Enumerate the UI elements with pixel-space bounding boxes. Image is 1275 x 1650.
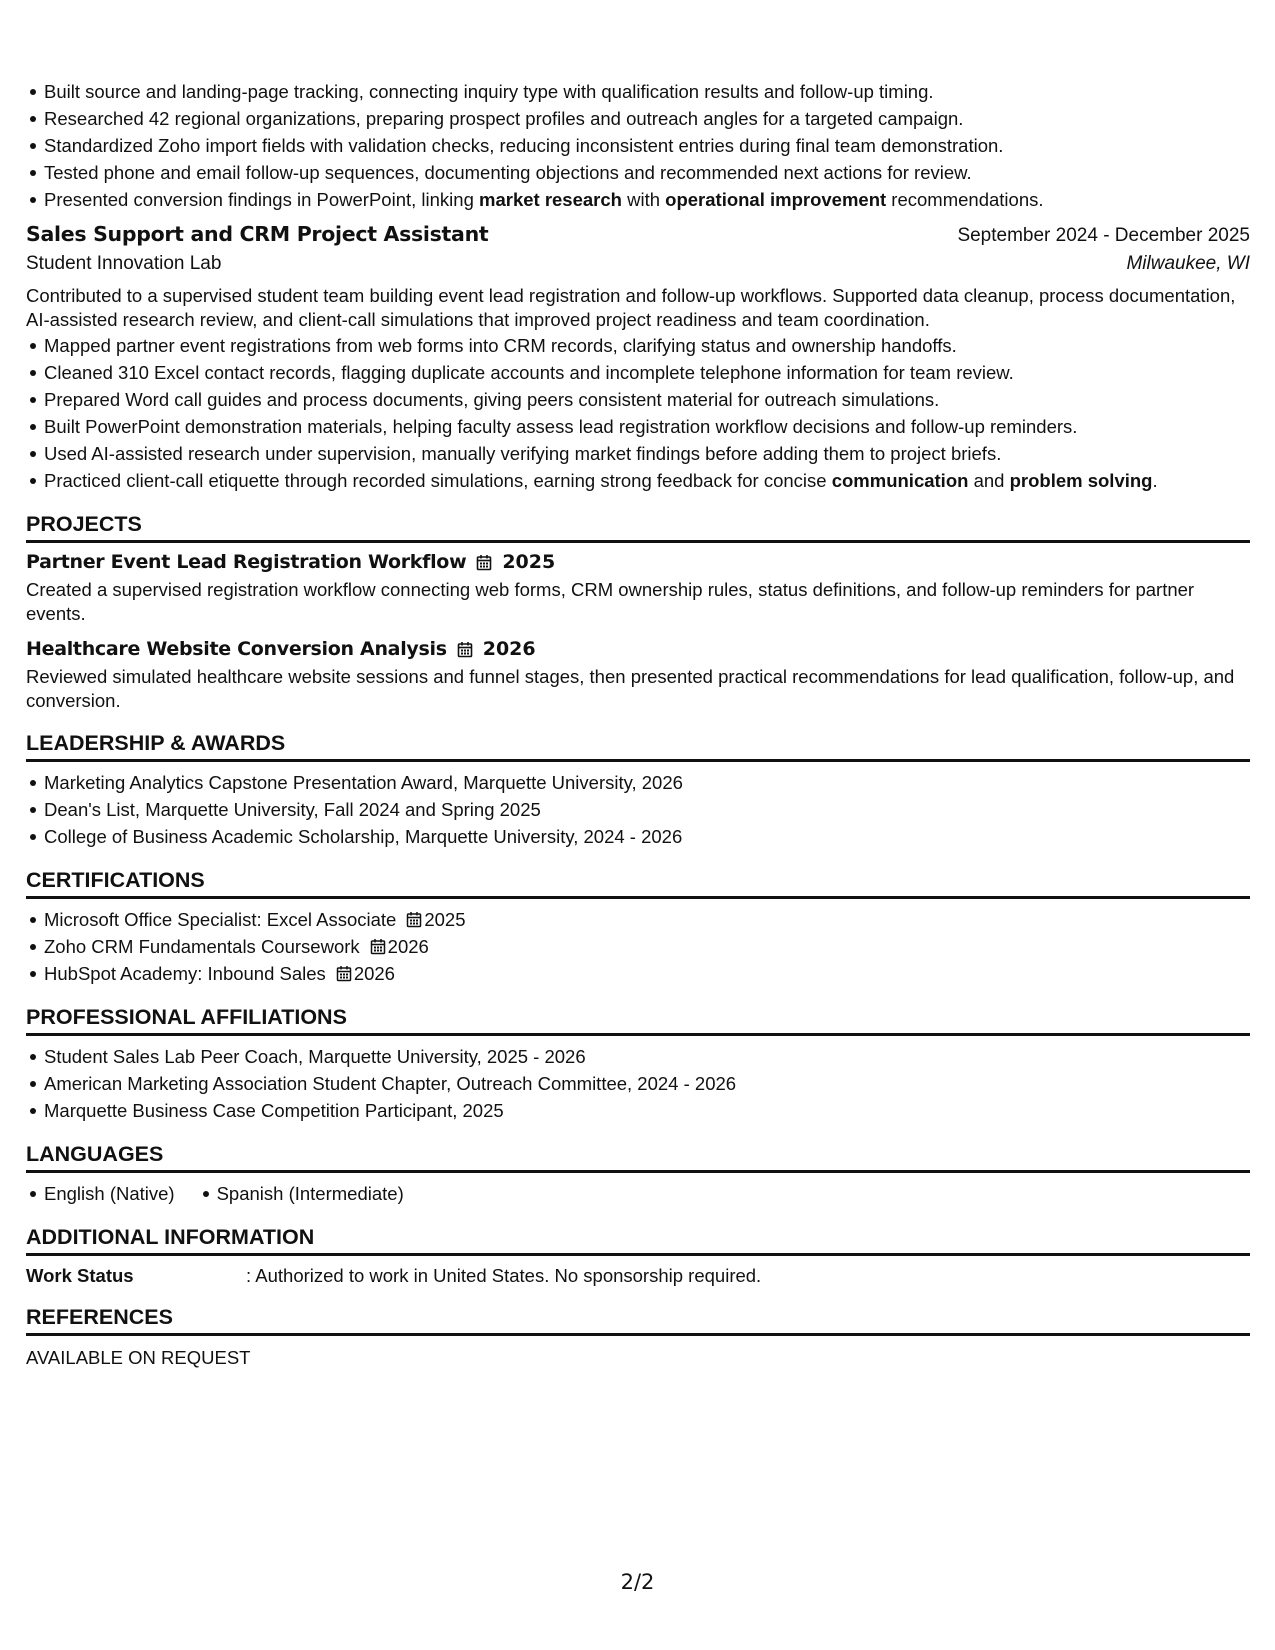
project-year: 2026 (482, 638, 536, 660)
list-item: Prepared Word call guides and process documents, giving peers consistent material for outreach simulations. (26, 386, 1250, 413)
list-item: Spanish (Intermediate) (199, 1180, 404, 1207)
list-item: Built PowerPoint demonstration materials, helping faculty assess lead registration workflow decisions and follow-up reminders. (26, 413, 1250, 440)
certifications-section (26, 868, 1250, 987)
list-item (26, 960, 1250, 987)
references-section (26, 1305, 1250, 1369)
section-title: PROJECTS (26, 512, 1250, 543)
job-description: Contributed to a supervised student team building event lead registration and follow-up workflows. Supported data cleanup, process documentation, AI-assisted research review, and client-call simulations that improved project readiness and team coordination. (26, 285, 1236, 330)
certification-name: HubSpot Academy: Inbound Sales (44, 963, 326, 984)
list-item: Practiced client-call etiquette through recorded simulations, earning strong feedback for concise communication and problem solving. (26, 467, 1250, 494)
section-title: ADDITIONAL INFORMATION (26, 1225, 1250, 1256)
project-description: Created a supervised registration workflow connecting web forms, CRM ownership rules, status definitions, and follow-up reminders for partner events. (26, 579, 1195, 624)
bold-keyword: operational improvement (665, 189, 887, 210)
info-value: : Authorized to work in United States. No sponsorship required. (246, 1265, 762, 1286)
calendar-icon (370, 938, 386, 955)
calendar-icon (336, 965, 352, 982)
awards-section (26, 731, 1250, 850)
bold-keyword: communication (831, 470, 969, 491)
list-item: Dean's List, Marquette University, Fall 2024 and Spring 2025 (26, 796, 1250, 823)
list-item: Mapped partner event registrations from web forms into CRM records, clarifying status and ownership handoffs. (26, 332, 1250, 359)
list-item: College of Business Academic Scholarship, Marquette University, 2024 - 2026 (26, 823, 1250, 850)
section-title: LANGUAGES (26, 1142, 1250, 1173)
list-item: Used AI-assisted research under supervision, manually verifying market findings before adding them to project briefs. (26, 440, 1250, 467)
job-entry (26, 222, 1250, 494)
bold-keyword: problem solving (1009, 470, 1153, 491)
project-entry (26, 551, 1250, 626)
additional-info-section (26, 1225, 1250, 1287)
section-title: PROFESSIONAL AFFILIATIONS (26, 1005, 1250, 1036)
page-number: 2/2 (620, 1570, 655, 1594)
projects-section (26, 512, 1250, 713)
resume-page (26, 78, 1250, 1369)
list-item: Presented conversion findings in PowerPoint, linking market research with operational improvement recommendations. (26, 186, 1250, 213)
list-item: Standardized Zoho import fields with validation checks, reducing inconsistent entries during final team demonstration. (26, 132, 1250, 159)
certification-name: Zoho CRM Fundamentals Coursework (44, 936, 360, 957)
info-label: Work Status (26, 1265, 134, 1286)
bold-keyword: market research (479, 189, 622, 210)
job-title: Sales Support and CRM Project Assistant (26, 222, 489, 246)
certification-year: 2025 (424, 909, 466, 930)
previous-job-bullets (26, 78, 1250, 213)
job-bullets (26, 332, 1250, 494)
calendar-icon (476, 554, 492, 571)
list-item: Marquette Business Case Competition Participant, 2025 (26, 1097, 1250, 1124)
list-item: English (Native) (26, 1180, 175, 1207)
list-item: Researched 42 regional organizations, preparing prospect profiles and outreach angles for a targeted campaign. (26, 105, 1250, 132)
project-year: 2025 (502, 551, 556, 573)
list-item (26, 933, 1250, 960)
calendar-icon (406, 911, 422, 928)
affiliations-section (26, 1005, 1250, 1124)
list-item: Marketing Analytics Capstone Presentation Award, Marquette University, 2026 (26, 769, 1250, 796)
list-item: Student Sales Lab Peer Coach, Marquette University, 2025 - 2026 (26, 1043, 1250, 1070)
list-item: Tested phone and email follow-up sequences, documenting objections and recommended next actions for review. (26, 159, 1250, 186)
job-dates: September 2024 - December 2025 (957, 225, 1250, 246)
languages-section (26, 1142, 1250, 1207)
project-entry (26, 638, 1250, 713)
certification-name: Microsoft Office Specialist: Excel Associate (44, 909, 397, 930)
job-location: Milwaukee, WI (1126, 253, 1250, 274)
list-item: Built source and landing-page tracking, connecting inquiry type with qualification results and follow-up timing. (26, 78, 1250, 105)
list-item: Cleaned 310 Excel contact records, flagging duplicate accounts and incomplete telephone information for team review. (26, 359, 1250, 386)
calendar-icon (457, 641, 473, 658)
job-organization: Student Innovation Lab (26, 253, 222, 274)
project-title: Partner Event Lead Registration Workflow (26, 551, 467, 573)
section-title: CERTIFICATIONS (26, 868, 1250, 899)
certification-year: 2026 (353, 963, 395, 984)
section-title: LEADERSHIP & AWARDS (26, 731, 1250, 762)
certification-year: 2026 (387, 936, 429, 957)
references-text: AVAILABLE ON REQUEST (26, 1347, 251, 1368)
list-item: American Marketing Association Student Chapter, Outreach Committee, 2024 - 2026 (26, 1070, 1250, 1097)
section-title: REFERENCES (26, 1305, 1250, 1336)
project-title: Healthcare Website Conversion Analysis (26, 638, 447, 660)
list-item (26, 906, 1250, 933)
project-description: Reviewed simulated healthcare website sessions and funnel stages, then presented practical recommendations for lead qualification, follow-up, and conversion. (26, 666, 1235, 711)
